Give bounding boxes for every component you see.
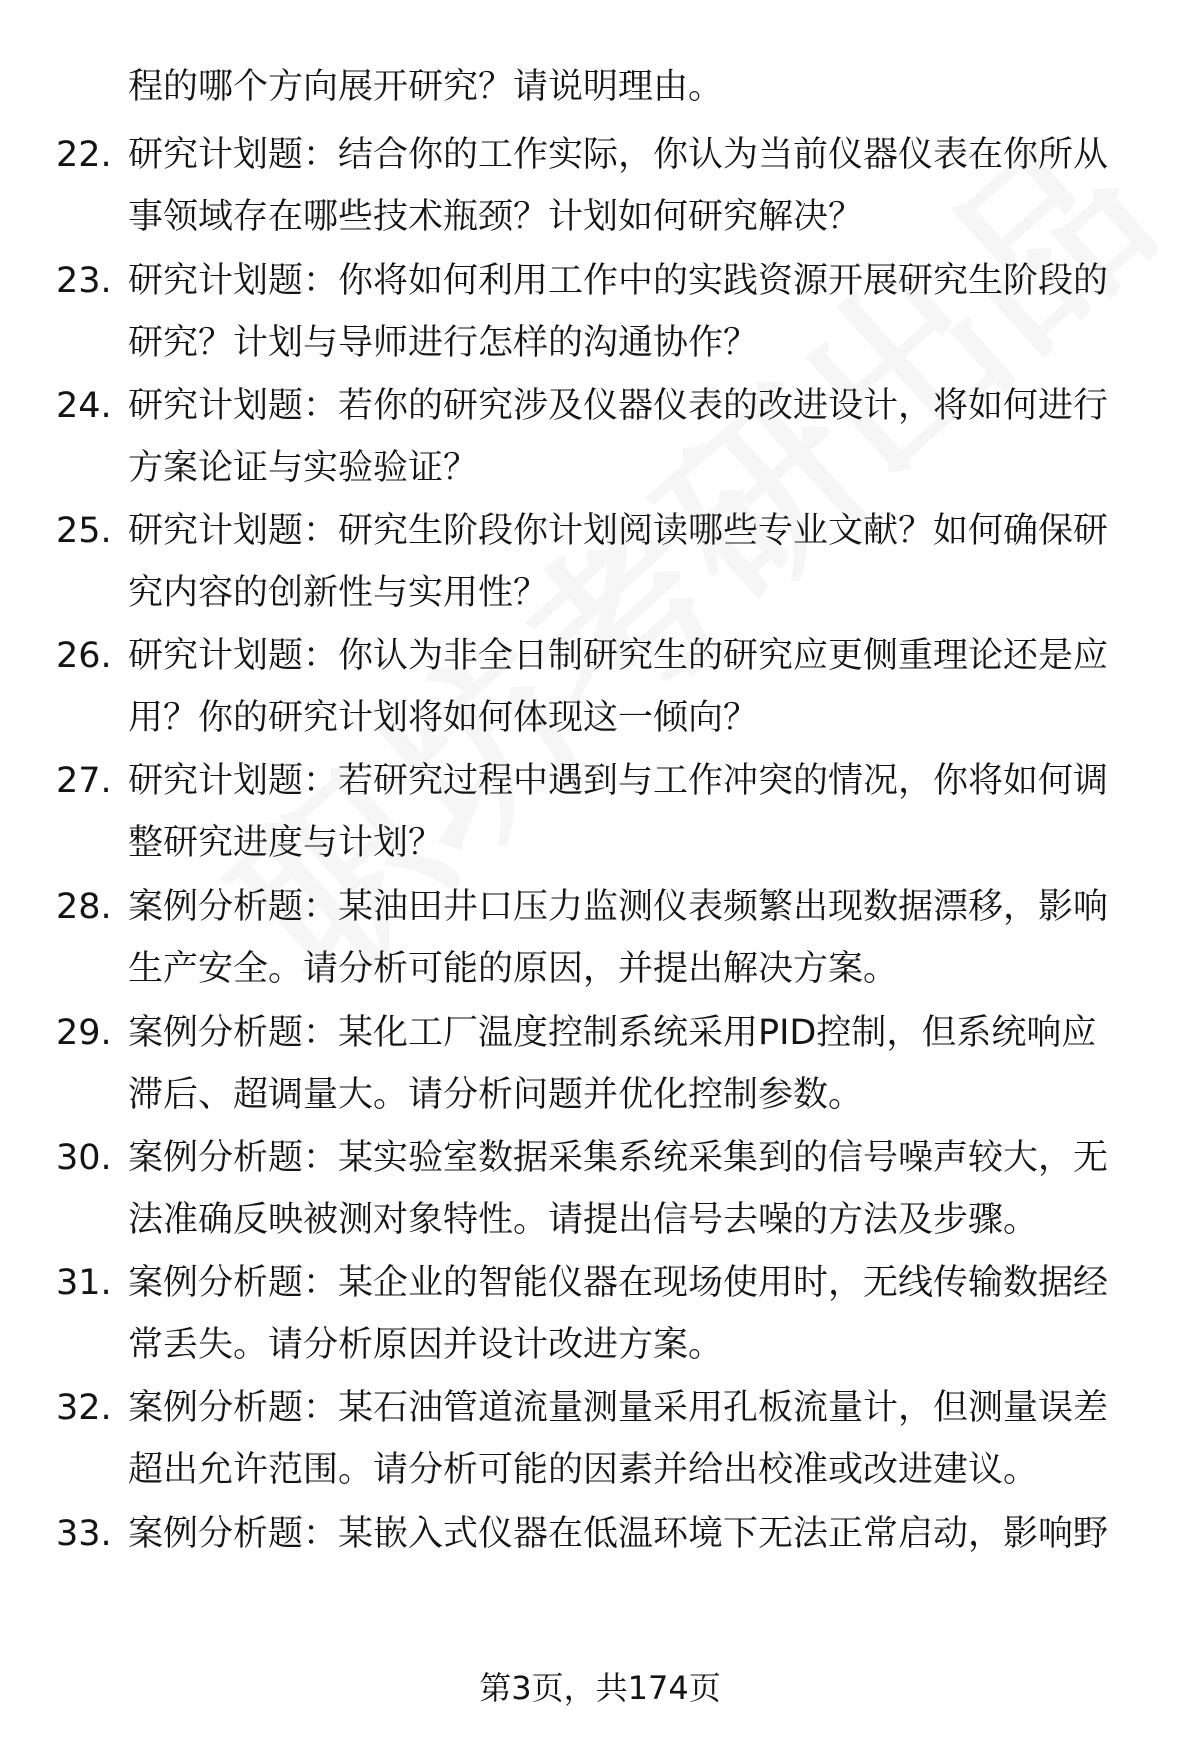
- question-line: 案例分析题：某石油管道流量测量采用孔板流量计，但测量误差: [128, 1388, 1109, 1428]
- question-text: [128, 1252, 1148, 1376]
- question-line: 用？你的研究计划将如何体现这一倾向？: [128, 698, 759, 738]
- continuation-text: 程的哪个方向展开研究？请说明理由。: [128, 67, 724, 107]
- question-text: [128, 1503, 1148, 1565]
- question-line: 研究计划题：你认为非全日制研究生的研究应更侧重理论还是应: [128, 636, 1109, 676]
- question-text: [128, 1127, 1148, 1251]
- question-line: 生产安全。请分析可能的原因，并提出解决方案。: [128, 949, 899, 989]
- question-text: [128, 1002, 1148, 1126]
- question-number: 26.: [56, 636, 112, 676]
- question-number: 23.: [56, 261, 112, 301]
- question-line: 方案论证与实验验证？: [128, 448, 479, 488]
- question-line: 研究？计划与导师进行怎样的沟通协作？: [128, 323, 759, 363]
- question-text: [128, 250, 1148, 374]
- question-number: 27.: [56, 761, 112, 801]
- question-number: 22.: [56, 135, 112, 175]
- question-text: [128, 625, 1148, 749]
- question-number: 32.: [56, 1388, 112, 1428]
- question-text: [128, 124, 1148, 248]
- question-line: 研究计划题：研究生阶段你计划阅读哪些专业文献？如何确保研: [128, 511, 1109, 551]
- question-line: 案例分析题：某实验室数据采集系统采集到的信号噪声较大，无: [128, 1138, 1109, 1178]
- question-number: 28.: [56, 887, 112, 927]
- question-text: [128, 375, 1148, 499]
- question-line: 究内容的创新性与实用性？: [128, 573, 549, 613]
- question-line: 案例分析题：某油田井口压力监测仪表频繁出现数据漂移，影响: [128, 887, 1109, 927]
- question-text: [128, 500, 1148, 624]
- question-number: 29.: [56, 1013, 112, 1053]
- question-line: 研究计划题：结合你的工作实际，你认为当前仪器仪表在你所从: [128, 135, 1109, 175]
- question-line: 案例分析题：某化工厂温度控制系统采用PID控制，但系统响应: [128, 1013, 1097, 1053]
- question-line: 研究计划题：你将如何利用工作中的实践资源开展研究生阶段的: [128, 261, 1109, 301]
- question-line: 研究计划题：若你的研究涉及仪器仪表的改进设计，将如何进行: [128, 386, 1109, 426]
- question-line: 案例分析题：某嵌入式仪器在低温环境下无法正常启动，影响野: [128, 1514, 1109, 1554]
- question-line: 整研究进度与计划？: [128, 823, 444, 863]
- question-number: 24.: [56, 386, 112, 426]
- question-line: 滞后、超调量大。请分析问题并优化控制参数。: [128, 1075, 864, 1115]
- question-number: 31.: [56, 1263, 112, 1303]
- question-text: [128, 876, 1148, 1000]
- question-line: 常丢失。请分析原因并设计改进方案。: [128, 1325, 724, 1365]
- question-line: 法准确反映被测对象特性。请提出信号去噪的方法及步骤。: [128, 1200, 1039, 1240]
- question-line: 超出允许范围。请分析可能的因素并给出校准或改进建议。: [128, 1450, 1039, 1490]
- question-line: 案例分析题：某企业的智能仪器在现场使用时，无线传输数据经: [128, 1263, 1109, 1303]
- question-text: [128, 1377, 1148, 1501]
- question-line: 事领域存在哪些技术瓶颈？计划如何研究解决？: [128, 197, 864, 237]
- page-footer: 第3页，共174页: [479, 1669, 721, 1707]
- question-number: 33.: [56, 1514, 112, 1554]
- question-number: 30.: [56, 1138, 112, 1178]
- question-line: 研究计划题：若研究过程中遇到与工作冲突的情况，你将如何调: [128, 761, 1109, 801]
- question-number: 25.: [56, 511, 112, 551]
- question-text: [128, 750, 1148, 874]
